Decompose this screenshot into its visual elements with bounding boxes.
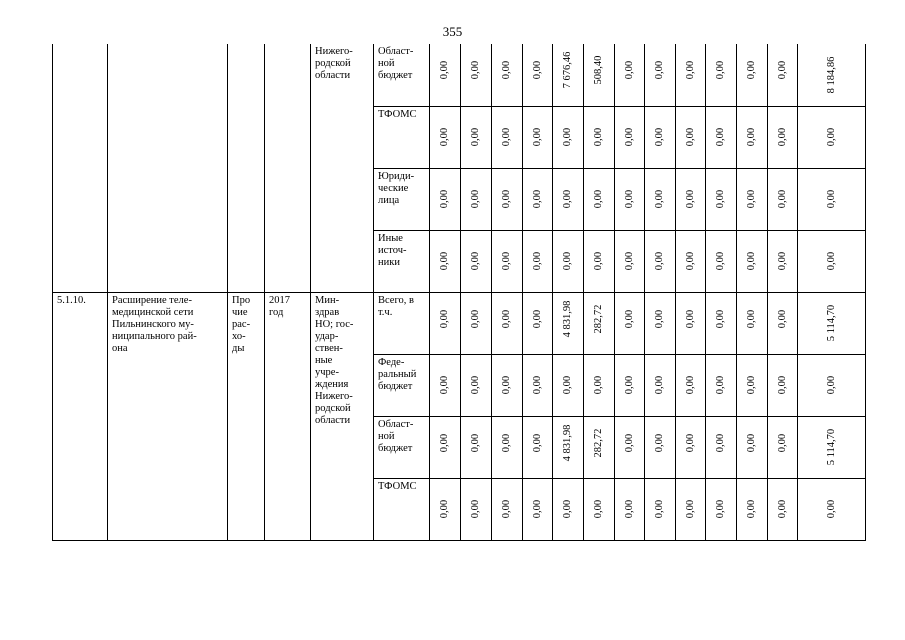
value-cell [523,168,553,230]
value-cell [676,168,706,230]
value-cell [553,168,584,230]
value-cell-text: 282,72 [593,304,604,333]
value-cell-text: 0,00 [593,251,604,271]
value-cell [706,354,737,416]
value-cell-text: 0,00 [746,251,757,271]
value-cell [492,44,523,106]
value-cell [706,292,737,354]
value-cell [492,292,523,354]
value-cell-text: 0,00 [439,499,450,519]
name-cell [108,44,228,292]
total-cell [798,416,866,478]
value-cell [768,416,798,478]
value-cell [430,292,461,354]
value-cell [553,354,584,416]
value-cell-text: 0,00 [623,375,635,395]
value-cell-text: 0,00 [531,499,543,519]
total-cell-text: 0,00 [825,251,837,271]
year-cell [265,44,311,292]
value-cell [645,478,676,540]
value-cell-text: 0,00 [776,375,788,395]
value-cell [768,292,798,354]
value-cell [523,478,553,540]
value-cell-text: 0,00 [562,127,573,147]
value-cell-text: 0,00 [776,499,788,519]
value-cell-text: 0,00 [654,433,665,452]
value-cell [584,478,615,540]
value-cell [461,416,492,478]
value-cell [461,292,492,354]
value-cell-text: 0,00 [776,127,788,147]
value-cell-text: 0,00 [684,309,696,328]
value-cell-text: 0,00 [746,189,757,209]
executor-cell: Нижего- родской области [311,44,374,292]
value-cell [645,354,676,416]
value-cell-text: 0,00 [776,309,788,328]
value-cell [737,230,768,292]
value-cell [461,478,492,540]
value-cell-text: 282,72 [593,428,604,457]
value-cell [676,106,706,168]
value-cell-text: 0,00 [593,189,604,209]
value-cell [737,416,768,478]
total-cell [798,230,866,292]
budget-table [52,44,866,541]
value-cell [492,478,523,540]
item-name: Расширение теле- медицинской сети Пильнинского му- ниципального рай- она [108,292,228,540]
value-cell-text: 0,00 [501,127,512,147]
value-cell-text: 0,00 [470,375,481,395]
value-cell-text: 0,00 [776,189,788,209]
value-cell-text: 0,00 [593,375,604,395]
value-cell-text: 508,40 [593,55,604,85]
value-cell-text: 0,00 [470,499,481,519]
value-cell [461,106,492,168]
value-cell-text: 0,00 [562,499,573,519]
table-row [53,292,866,354]
value-cell-text: 0,00 [439,309,450,328]
value-cell [492,230,523,292]
number-cell [53,44,108,292]
value-cell [461,44,492,106]
value-cell-text: 0,00 [501,189,512,209]
value-cell-text: 0,00 [654,127,665,147]
budget-table-body [53,44,866,540]
value-cell [706,478,737,540]
value-cell [553,416,584,478]
value-cell-text: 0,00 [470,433,481,452]
value-cell [553,292,584,354]
value-cell [706,168,737,230]
value-cell-text: 0,00 [654,375,665,395]
value-cell [584,416,615,478]
total-cell [798,44,866,106]
value-cell [461,230,492,292]
value-cell-text: 0,00 [654,309,665,328]
value-cell [430,354,461,416]
value-cell-text: 0,00 [470,251,481,271]
value-cell-text: 0,00 [746,60,757,80]
value-cell [706,106,737,168]
value-cell [492,106,523,168]
value-cell-text: 0,00 [746,309,757,328]
total-cell [798,478,866,540]
value-cell [676,44,706,106]
value-cell [645,292,676,354]
source-cell: Иные источ- ники [374,230,430,292]
value-cell-text: 0,00 [470,309,481,328]
value-cell [676,354,706,416]
value-cell-text: 0,00 [623,60,635,80]
value-cell [768,478,798,540]
value-cell [553,44,584,106]
value-cell-text: 0,00 [776,251,788,271]
source-cell: Всего, в т.ч. [374,292,430,354]
total-cell-text: 0,00 [825,375,837,395]
value-cell [706,44,737,106]
source-cell: ТФОМС [374,478,430,540]
total-cell [798,292,866,354]
value-cell [523,230,553,292]
value-cell [430,168,461,230]
value-cell [645,44,676,106]
value-cell-text: 0,00 [776,433,788,452]
value-cell [523,44,553,106]
cost-type-cell [228,44,265,292]
value-cell-text: 0,00 [439,60,450,80]
value-cell [645,416,676,478]
value-cell-text: 0,00 [684,251,696,271]
item-cost-type: Про чие рас- хо- ды [228,292,265,540]
value-cell-text: 0,00 [501,251,512,271]
value-cell [553,230,584,292]
total-cell-text: 5 114,70 [825,428,837,466]
value-cell [615,106,645,168]
value-cell-text: 0,00 [654,189,665,209]
value-cell [737,292,768,354]
total-cell [798,106,866,168]
value-cell-text: 0,00 [593,127,604,147]
value-cell-text: 0,00 [593,499,604,519]
value-cell-text: 0,00 [623,433,635,452]
value-cell-text: 0,00 [439,189,450,209]
value-cell [553,106,584,168]
value-cell [737,354,768,416]
value-cell [461,354,492,416]
value-cell-text: 0,00 [623,127,635,147]
value-cell [615,44,645,106]
value-cell [615,292,645,354]
item-year: 2017 год [265,292,311,540]
value-cell [492,168,523,230]
value-cell [523,416,553,478]
value-cell [676,230,706,292]
total-cell-text: 5 114,70 [825,304,837,342]
value-cell [676,478,706,540]
value-cell [430,44,461,106]
value-cell [615,168,645,230]
source-cell: Област- ной бюджет [374,416,430,478]
value-cell-text: 0,00 [746,433,757,452]
value-cell-text: 0,00 [684,127,696,147]
value-cell-text: 0,00 [684,499,696,519]
value-cell-text: 0,00 [531,375,543,395]
value-cell [768,354,798,416]
value-cell-text: 0,00 [715,309,726,328]
total-cell [798,168,866,230]
value-cell-text: 0,00 [531,251,543,271]
value-cell-text: 0,00 [746,375,757,395]
item-executor: Мин- здрав НО; гос- удар- ствен- ные учре- ждения Нижего- родской области [311,292,374,540]
value-cell [584,168,615,230]
value-cell [492,354,523,416]
value-cell-text: 0,00 [654,251,665,271]
value-cell [523,106,553,168]
value-cell-text: 0,00 [531,127,543,147]
item-number: 5.1.10. [53,292,108,540]
value-cell-text: 0,00 [684,433,696,452]
value-cell-text: 0,00 [501,433,512,452]
value-cell-text: 0,00 [715,251,726,271]
value-cell [430,230,461,292]
value-cell-text: 0,00 [746,127,757,147]
value-cell [584,230,615,292]
source-cell: Юриди- ческие лица [374,168,430,230]
value-cell [615,478,645,540]
value-cell-text: 0,00 [776,60,788,80]
value-cell-text: 0,00 [562,375,573,395]
value-cell-text: 0,00 [654,499,665,519]
value-cell [768,230,798,292]
value-cell [706,416,737,478]
value-cell-text: 0,00 [715,499,726,519]
value-cell-text: 0,00 [439,375,450,395]
source-cell: ТФОМС [374,106,430,168]
value-cell [430,478,461,540]
value-cell-text: 0,00 [562,251,573,271]
value-cell-text: 0,00 [715,127,726,147]
value-cell-text: 0,00 [684,60,696,80]
value-cell-text: 0,00 [746,499,757,519]
value-cell-text: 0,00 [531,189,543,209]
value-cell [553,478,584,540]
value-cell [645,168,676,230]
total-cell-text: 0,00 [825,127,837,147]
value-cell-text: 0,00 [623,251,635,271]
value-cell-text: 0,00 [684,189,696,209]
value-cell-text: 0,00 [562,189,573,209]
value-cell [430,106,461,168]
value-cell-text: 0,00 [439,251,450,271]
value-cell-text: 0,00 [531,309,543,328]
value-cell [523,292,553,354]
value-cell-text: 0,00 [654,60,665,80]
total-cell-text: 8 184,86 [825,56,837,94]
value-cell-text: 0,00 [684,375,696,395]
value-cell-text: 0,00 [439,127,450,147]
value-cell [461,168,492,230]
value-cell [706,230,737,292]
value-cell [737,106,768,168]
value-cell [768,106,798,168]
value-cell-text: 0,00 [715,60,726,80]
value-cell [737,478,768,540]
value-cell [645,106,676,168]
source-cell: Феде- ральный бюджет [374,354,430,416]
value-cell [492,416,523,478]
value-cell-text: 0,00 [470,127,481,147]
total-cell-text: 0,00 [825,189,837,209]
value-cell [768,168,798,230]
page-number: 355 [442,24,463,39]
table-row [53,44,866,106]
value-cell-text: 7 676,46 [562,51,573,89]
value-cell [615,416,645,478]
total-cell [798,354,866,416]
value-cell-text: 0,00 [623,189,635,209]
value-cell-text: 0,00 [470,60,481,80]
value-cell-text: 0,00 [439,433,450,452]
value-cell [584,292,615,354]
value-cell [737,168,768,230]
value-cell [523,354,553,416]
value-cell [737,44,768,106]
value-cell [584,106,615,168]
value-cell-text: 0,00 [531,60,543,80]
value-cell [584,44,615,106]
value-cell-text: 0,00 [470,189,481,209]
value-cell-text: 0,00 [501,499,512,519]
value-cell-text: 4 831,98 [562,424,573,461]
value-cell-text: 0,00 [501,60,512,80]
value-cell-text: 0,00 [623,499,635,519]
value-cell [615,230,645,292]
value-cell-text: 0,00 [531,433,543,452]
value-cell-text: 4 831,98 [562,300,573,337]
value-cell [645,230,676,292]
value-cell [676,292,706,354]
value-cell-text: 0,00 [501,309,512,328]
value-cell-text: 0,00 [715,433,726,452]
value-cell [430,416,461,478]
value-cell-text: 0,00 [715,375,726,395]
value-cell [768,44,798,106]
value-cell [584,354,615,416]
source-cell: Област- ной бюджет [374,44,430,106]
value-cell [676,416,706,478]
value-cell-text: 0,00 [501,375,512,395]
total-cell-text: 0,00 [825,499,837,519]
value-cell [615,354,645,416]
value-cell-text: 0,00 [623,309,635,328]
value-cell-text: 0,00 [715,189,726,209]
